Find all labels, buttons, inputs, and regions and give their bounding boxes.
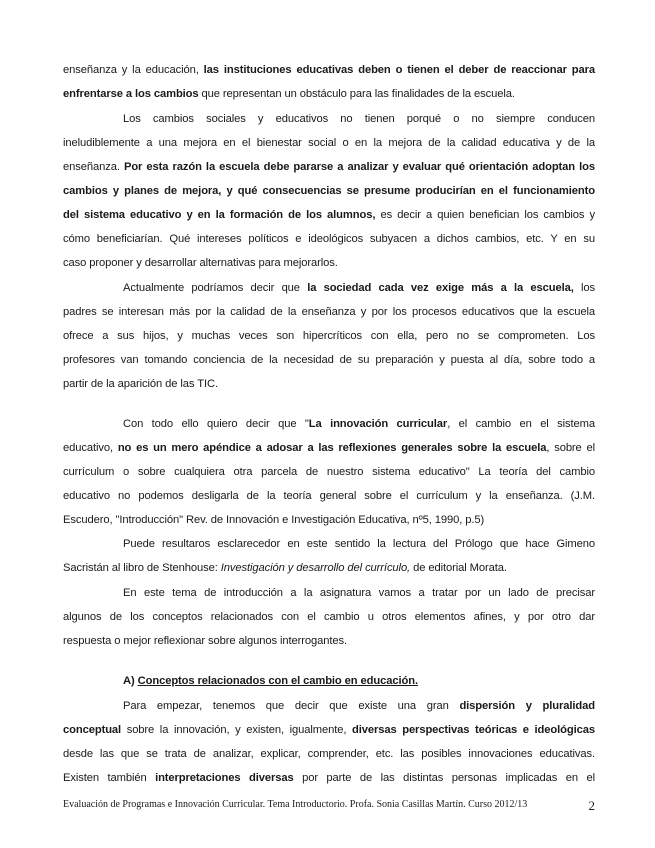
italic-text: Investigación y desarrollo del currículo, [220, 562, 411, 574]
text-run: los [573, 282, 595, 294]
text-line [63, 184, 595, 198]
page-number: 2 [588, 798, 595, 813]
text-line [63, 465, 595, 479]
text-line [63, 561, 595, 575]
text-line [63, 136, 595, 150]
text-line [63, 747, 595, 761]
text-run: sobre la innovación, y existen, igualmente, [121, 724, 352, 736]
text-run: ineludiblemente a una mejora en el bienestar social o en la mejora de la calidad educativa y de la [63, 137, 595, 149]
text-run: caso proponer y desarrollar alternativas para mejorarlos. [63, 257, 338, 269]
text-line [123, 417, 595, 431]
text-line [123, 674, 595, 688]
text-line [123, 112, 595, 126]
text-run: Existen también [63, 772, 156, 784]
bold-text: conceptual [63, 724, 122, 736]
text-run: educativo no podemos desligarla de la teoría general sobre el currículum y la enseñanza. (J.M. [63, 490, 595, 502]
text-line [123, 586, 595, 600]
text-line [63, 441, 595, 455]
text-line [63, 377, 595, 391]
bold-text: A) [123, 675, 138, 687]
text-line [63, 489, 595, 503]
bold-text: diversas perspectivas teóricas e ideológicas [351, 724, 595, 736]
text-line [123, 537, 595, 551]
text-run: currículum o sobre cualquiera otra parcela de nuestro sistema educativo" La teoría del cambio [63, 466, 595, 478]
text-run: padres se interesan más por la calidad de la enseñanza y por los procesos educativos que la escuela [63, 306, 595, 318]
text-line [63, 723, 595, 737]
text-run: respuesta o mejor reflexionar sobre algunos interrogantes. [63, 635, 347, 647]
text-run: educativo, [63, 442, 118, 454]
bold-text: dispersión y pluralidad [459, 700, 595, 712]
text-line [63, 771, 595, 785]
text-line [63, 329, 595, 343]
bold-text: cambios y planes de mejora, y qué consecuencias se presume producirían en el funcionamiento [63, 185, 595, 197]
text-run: Con todo ello quiero decir que " [123, 418, 309, 430]
bold-text: las instituciones educativas deben o tienen el deber de reaccionar para [203, 64, 595, 76]
text-run: Actualmente podríamos decir que [123, 282, 308, 294]
text-run: que representan un obstáculo para las finalidades de la escuela. [198, 88, 515, 100]
text-run: es decir a quien benefician los cambios y [375, 209, 595, 221]
text-line [123, 281, 595, 295]
text-line [63, 256, 595, 270]
bold-text: La innovación curricular [308, 418, 448, 430]
text-line [63, 305, 595, 319]
text-run: por parte de las distintas personas implicadas en el [293, 772, 596, 784]
bold-text: Conceptos relacionados con el cambio en educación. [137, 675, 418, 687]
text-line [63, 353, 595, 367]
bold-text: no es un mero apéndice a adosar a las reflexiones generales sobre la escuela [117, 442, 547, 454]
text-run: ofrece a sus hijos, y muchas veces son hipercríticos con ella, pero no se comprometen. Los [63, 330, 595, 342]
text-run: En este tema de introducción a la asignatura vamos a tratar por un lado de precisar [123, 587, 595, 599]
text-run: Sacristán al libro de Stenhouse: [63, 562, 221, 574]
text-run: Puede resultaros esclarecedor en este sentido la lectura del Prólogo que hace Gimeno [123, 538, 595, 550]
text-run: algunos de los conceptos relacionados con el cambio u otros elementos afines, y por otro dar [63, 611, 595, 623]
text-line [63, 513, 595, 527]
page-footer [63, 798, 595, 814]
bold-text: enfrentarse a los cambios [63, 88, 199, 100]
bold-text: del sistema educativo y en la formación de los alumnos, [63, 209, 376, 221]
text-line [63, 63, 595, 77]
bold-text: interpretaciones diversas [155, 772, 294, 784]
text-line [123, 699, 595, 713]
text-run: Escudero, "Introducción" Rev. de Innovación e Investigación Educativa, nº5, 1990, p.5) [63, 514, 485, 526]
text-run: profesores van tomando conciencia de la necesidad de su preparación y puesta al día, sobre todo a [63, 354, 595, 366]
text-run: enseñanza. [63, 161, 124, 173]
text-line [63, 208, 595, 222]
text-run: desde las que se trata de analizar, explicar, comprender, etc. las posibles innovaciones educativas. [63, 748, 595, 760]
bold-text: la sociedad cada vez exige más a la escuela, [307, 282, 574, 294]
text-run: partir de la aparición de las TIC. [63, 378, 218, 390]
text-line [63, 634, 595, 648]
footer-text: Evaluación de Programas e Innovación Curricular. Tema Introductorio. Profa. Sonia Casillas Martín. Curso 2012/13 [63, 799, 528, 810]
text-run: enseñanza y la educación, [63, 64, 204, 76]
text-line [63, 160, 595, 174]
text-run: , sobre el [546, 442, 595, 454]
text-run: , el cambio en el sistema [447, 418, 595, 430]
bold-text: Por esta razón la escuela debe pararse a analizar y evaluar qué orientación adoptan los [123, 161, 595, 173]
text-line [63, 232, 595, 246]
text-line [63, 610, 595, 624]
text-run: Para empezar, tenemos que decir que existe una gran [123, 700, 460, 712]
text-run: cómo beneficiarían. Qué intereses políticos e ideológicos subyacen a dichos cambios, etc. Y en su [63, 233, 595, 245]
text-run: de editorial Morata. [410, 562, 507, 574]
text-run: Los cambios sociales y educativos no tienen porqué o no siempre conducen [123, 113, 595, 125]
text-line [63, 87, 595, 101]
